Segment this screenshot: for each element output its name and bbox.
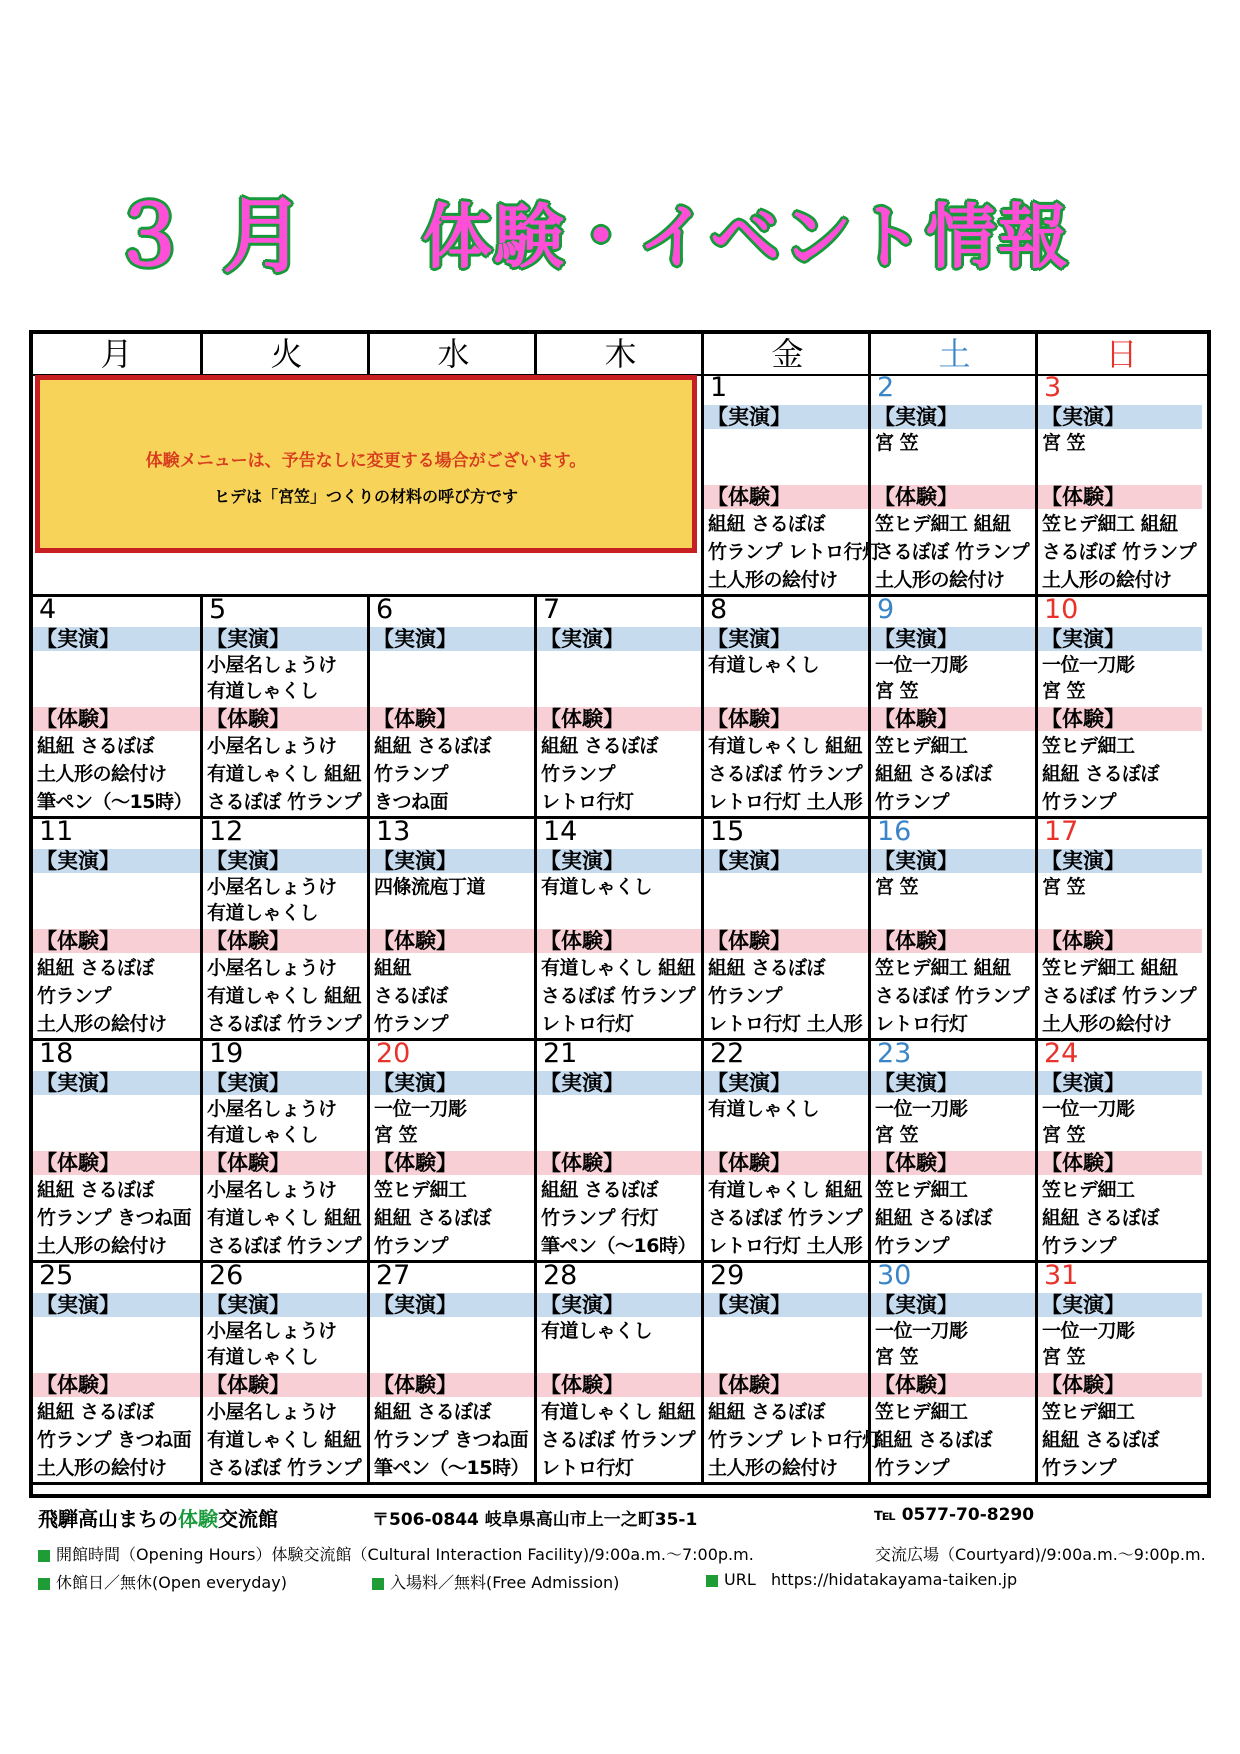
day-number: 2 <box>877 372 895 403</box>
day-cell-sat <box>868 372 1035 594</box>
taiken-item: さるぼぼ 竹ランプ <box>875 985 1030 1007</box>
taiken-item: さるぼぼ 竹ランプ <box>541 985 696 1007</box>
day-number: 7 <box>543 594 561 625</box>
taiken-label: 【体験】 <box>1038 485 1202 509</box>
taiken-item: さるぼぼ 竹ランプ <box>1042 541 1197 563</box>
jitsuen-label: 【実演】 <box>537 627 701 651</box>
day-number: 11 <box>39 816 74 847</box>
taiken-item: さるぼぼ 竹ランプ <box>541 1429 696 1451</box>
taiken-item: 竹ランプ <box>374 763 449 785</box>
jitsuen-item: 一位一刀彫 <box>1042 654 1135 676</box>
taiken-item: 組紐 さるぼぼ <box>374 1401 492 1423</box>
day-number: 24 <box>1044 1038 1079 1069</box>
taiken-item: 組紐 さるぼぼ <box>875 1207 993 1229</box>
jitsuen-item: 有道しゃくし <box>541 1320 653 1342</box>
day-cell-wed <box>367 1260 534 1482</box>
taiken-item: 笠ヒデ細工 <box>875 1179 968 1201</box>
taiken-item: 笠ヒデ細工 <box>374 1179 467 1201</box>
taiken-item: 笠ヒデ細工 <box>1042 1179 1135 1201</box>
day-number: 3 <box>1044 372 1062 403</box>
day-cell-mon <box>33 1260 200 1482</box>
day-cell-wed <box>367 1038 534 1260</box>
day-number: 22 <box>710 1038 745 1069</box>
taiken-item: 竹ランプ <box>875 1457 950 1479</box>
taiken-item: 竹ランプ レトロ行灯 <box>708 541 881 563</box>
taiken-label: 【体験】 <box>1038 1373 1202 1397</box>
taiken-item: レトロ行灯 <box>541 1013 634 1035</box>
day-number: 18 <box>39 1038 74 1069</box>
jitsuen-item: 一位一刀彫 <box>875 1098 968 1120</box>
jitsuen-item: 有道しゃくし <box>207 680 319 702</box>
day-cell-wed <box>367 816 534 1038</box>
taiken-item: さるぼぼ <box>374 985 449 1007</box>
taiken-item: 有道しゃくし 組紐 <box>541 1401 696 1423</box>
taiken-item: 有道しゃくし 組紐 <box>207 985 362 1007</box>
telephone: ℡ 0577-70-8290 <box>874 1505 1035 1525</box>
day-number: 6 <box>376 594 394 625</box>
jitsuen-item: 有道しゃくし <box>207 902 319 924</box>
jitsuen-item: 宮 笠 <box>875 1346 919 1368</box>
taiken-label: 【体験】 <box>537 1373 701 1397</box>
bullet-square-icon <box>706 1575 718 1587</box>
day-cell-tue <box>200 816 367 1038</box>
day-number: 28 <box>543 1260 578 1291</box>
jitsuen-item: 一位一刀彫 <box>1042 1098 1135 1120</box>
taiken-label: 【体験】 <box>33 1373 200 1397</box>
taiken-item: 竹ランプ きつね面 <box>37 1207 192 1229</box>
taiken-item: 土人形の絵付け <box>708 1457 838 1479</box>
jitsuen-label: 【実演】 <box>871 1293 1035 1317</box>
facility-name-post: 交流館 <box>218 1507 278 1531</box>
taiken-label: 【体験】 <box>871 485 1035 509</box>
taiken-item: 筆ペン（～16時） <box>541 1235 696 1257</box>
taiken-item: 有道しゃくし 組紐 <box>708 1179 863 1201</box>
taiken-item: レトロ行灯 <box>875 1013 968 1035</box>
month-title: ３ 月 <box>108 189 307 284</box>
event-title: 体験・イベント情報 <box>422 196 1070 278</box>
jitsuen-item: 宮 笠 <box>875 680 919 702</box>
taiken-item: 組紐 さるぼぼ <box>708 513 826 535</box>
jitsuen-item: 四條流庖丁道 <box>374 876 486 898</box>
taiken-item: 筆ペン（～15時） <box>374 1457 529 1479</box>
day-cell-thu <box>534 1260 701 1482</box>
week-row <box>33 594 1207 819</box>
taiken-label: 【体験】 <box>33 1151 200 1175</box>
taiken-item: 小屋名しょうけ <box>207 735 337 757</box>
day-number: 13 <box>376 816 411 847</box>
taiken-label: 【体験】 <box>33 929 200 953</box>
taiken-item: 土人形の絵付け <box>708 569 838 591</box>
taiken-label: 【体験】 <box>871 929 1035 953</box>
day-number: 1 <box>710 372 728 403</box>
taiken-item: 竹ランプ <box>875 791 950 813</box>
jitsuen-item: 小屋名しょうけ <box>207 1320 337 1342</box>
day-number: 16 <box>877 816 912 847</box>
taiken-label: 【体験】 <box>704 1151 868 1175</box>
jitsuen-label: 【実演】 <box>871 849 1035 873</box>
taiken-label: 【体験】 <box>33 707 200 731</box>
taiken-item: 組紐 さるぼぼ <box>37 1401 155 1423</box>
taiken-item: 笠ヒデ細工 <box>1042 735 1135 757</box>
taiken-item: 小屋名しょうけ <box>207 1401 337 1423</box>
week-row <box>33 816 1207 1041</box>
day-number: 23 <box>877 1038 912 1069</box>
jitsuen-label: 【実演】 <box>704 405 868 429</box>
day-cell-mon <box>33 594 200 816</box>
admission: 入場料／無料(Free Admission) <box>372 1570 619 1593</box>
taiken-label: 【体験】 <box>871 707 1035 731</box>
taiken-item: 竹ランプ <box>1042 1457 1117 1479</box>
taiken-item: 竹ランプ きつね面 <box>37 1429 192 1451</box>
taiken-item: 組紐 さるぼぼ <box>374 1207 492 1229</box>
taiken-item: 組紐 さるぼぼ <box>541 735 659 757</box>
taiken-label: 【体験】 <box>537 707 701 731</box>
taiken-item: 土人形の絵付け <box>1042 569 1172 591</box>
taiken-label: 【体験】 <box>537 929 701 953</box>
jitsuen-label: 【実演】 <box>871 1071 1035 1095</box>
taiken-item: 笠ヒデ細工 組紐 <box>875 957 1011 979</box>
jitsuen-label: 【実演】 <box>203 849 367 873</box>
taiken-item: 竹ランプ <box>37 985 112 1007</box>
opening-hours: 開館時間（Opening Hours）体験交流館（Cultural Interaction Facility)/9:00a.m.～7:00p.m. <box>38 1542 754 1565</box>
jitsuen-label: 【実演】 <box>871 405 1035 429</box>
jitsuen-item: 小屋名しょうけ <box>207 1098 337 1120</box>
weekday-header <box>33 334 1207 376</box>
jitsuen-item: 宮 笠 <box>1042 680 1086 702</box>
jitsuen-label: 【実演】 <box>33 1293 200 1317</box>
day-cell-sat <box>868 594 1035 816</box>
day-number: 10 <box>1044 594 1079 625</box>
day-cell-sat <box>868 1260 1035 1482</box>
day-number: 27 <box>376 1260 411 1291</box>
day-cell-sun <box>1035 1260 1202 1482</box>
weekday-thu: 木 <box>534 334 704 374</box>
taiken-item: 竹ランプ <box>708 985 783 1007</box>
day-cell-fri <box>701 816 868 1038</box>
jitsuen-item: 一位一刀彫 <box>374 1098 467 1120</box>
taiken-label: 【体験】 <box>704 485 868 509</box>
jitsuen-label: 【実演】 <box>704 849 868 873</box>
taiken-label: 【体験】 <box>370 1151 534 1175</box>
taiken-item: きつね面 <box>374 791 449 813</box>
jitsuen-label: 【実演】 <box>203 627 367 651</box>
taiken-item: 組紐 さるぼぼ <box>37 735 155 757</box>
taiken-label: 【体験】 <box>370 707 534 731</box>
jitsuen-label: 【実演】 <box>704 1071 868 1095</box>
week-row <box>33 1260 1207 1485</box>
taiken-item: さるぼぼ 竹ランプ <box>875 541 1030 563</box>
taiken-item: 竹ランプ <box>374 1013 449 1035</box>
calendar <box>29 330 1211 1498</box>
taiken-item: 竹ランプ 行灯 <box>541 1207 659 1229</box>
taiken-item: 組紐 さるぼぼ <box>708 957 826 979</box>
weekday-sat: 土 <box>868 334 1038 374</box>
jitsuen-label: 【実演】 <box>203 1071 367 1095</box>
day-cell-thu <box>534 594 701 816</box>
taiken-item: 竹ランプ <box>1042 1235 1117 1257</box>
jitsuen-label: 【実演】 <box>370 1071 534 1095</box>
taiken-label: 【体験】 <box>203 929 367 953</box>
jitsuen-label: 【実演】 <box>203 1293 367 1317</box>
taiken-item: 笠ヒデ細工 組紐 <box>1042 957 1178 979</box>
taiken-item: 笠ヒデ細工 組紐 <box>875 513 1011 535</box>
day-cell-sat <box>868 816 1035 1038</box>
taiken-item: 笠ヒデ細工 <box>1042 1401 1135 1423</box>
day-cell-sun <box>1035 1038 1202 1260</box>
taiken-item: さるぼぼ 竹ランプ <box>207 1457 362 1479</box>
taiken-item: 笠ヒデ細工 組紐 <box>1042 513 1178 535</box>
taiken-item: レトロ行灯 土人形 <box>708 1235 863 1257</box>
taiken-item: 竹ランプ きつね面 <box>374 1429 529 1451</box>
taiken-item: 組紐 <box>374 957 412 979</box>
taiken-item: 小屋名しょうけ <box>207 957 337 979</box>
jitsuen-item: 宮 笠 <box>875 1124 919 1146</box>
jitsuen-item: 宮 笠 <box>374 1124 418 1146</box>
jitsuen-item: 一位一刀彫 <box>1042 1320 1135 1342</box>
taiken-item: 土人形の絵付け <box>37 1013 167 1035</box>
taiken-item: 笠ヒデ細工 <box>875 1401 968 1423</box>
bullet-square-icon <box>372 1578 384 1590</box>
taiken-label: 【体験】 <box>704 707 868 731</box>
taiken-item: レトロ行灯 <box>541 791 634 813</box>
taiken-item: 筆ペン（～15時） <box>37 791 192 813</box>
taiken-item: 組紐 さるぼぼ <box>1042 763 1160 785</box>
taiken-item: さるぼぼ 竹ランプ <box>708 1207 863 1229</box>
notice-hide: ヒデは「宮笠」つくりの材料の呼び方です <box>213 487 518 506</box>
day-number: 25 <box>39 1260 74 1291</box>
taiken-label: 【体験】 <box>370 929 534 953</box>
taiken-item: 土人形の絵付け <box>875 569 1005 591</box>
day-cell-fri <box>701 372 881 594</box>
taiken-label: 【体験】 <box>704 929 868 953</box>
jitsuen-label: 【実演】 <box>1038 1071 1202 1095</box>
jitsuen-item: 小屋名しょうけ <box>207 654 337 676</box>
taiken-item: 土人形の絵付け <box>37 1457 167 1479</box>
taiken-label: 【体験】 <box>1038 1151 1202 1175</box>
day-cell-thu <box>534 1038 701 1260</box>
day-number: 15 <box>710 816 745 847</box>
taiken-item: 組紐 さるぼぼ <box>37 957 155 979</box>
day-cell-tue <box>200 594 367 816</box>
jitsuen-label: 【実演】 <box>537 849 701 873</box>
taiken-item: レトロ行灯 土人形 <box>708 791 863 813</box>
day-cell-tue <box>200 1260 367 1482</box>
day-number: 9 <box>877 594 895 625</box>
day-cell-fri <box>701 1038 868 1260</box>
jitsuen-item: 宮 笠 <box>1042 1124 1086 1146</box>
day-cell-sun <box>1035 594 1202 816</box>
day-number: 17 <box>1044 816 1079 847</box>
taiken-item: 土人形の絵付け <box>37 763 167 785</box>
taiken-label: 【体験】 <box>704 1373 868 1397</box>
closed-days: 休館日／無休(Open everyday) <box>38 1570 287 1593</box>
jitsuen-item: 一位一刀彫 <box>875 1320 968 1342</box>
jitsuen-item: 宮 笠 <box>875 432 919 454</box>
day-cell-wed <box>367 594 534 816</box>
bullet-square-icon <box>38 1550 50 1562</box>
taiken-item: レトロ行灯 <box>541 1457 634 1479</box>
day-number: 31 <box>1044 1260 1079 1291</box>
weekday-sun: 日 <box>1035 334 1205 374</box>
day-number: 4 <box>39 594 57 625</box>
taiken-item: 竹ランプ <box>541 763 616 785</box>
taiken-label: 【体験】 <box>203 1373 367 1397</box>
jitsuen-label: 【実演】 <box>370 627 534 651</box>
jitsuen-label: 【実演】 <box>704 627 868 651</box>
jitsuen-label: 【実演】 <box>871 627 1035 651</box>
day-number: 19 <box>209 1038 244 1069</box>
taiken-item: 有道しゃくし 組紐 <box>207 763 362 785</box>
jitsuen-item: 一位一刀彫 <box>875 654 968 676</box>
facility-name-pre: 飛騨高山まちの <box>38 1507 178 1531</box>
weekday-mon: 月 <box>100 335 133 373</box>
notice-box <box>35 375 697 553</box>
jitsuen-item: 有道しゃくし <box>708 654 820 676</box>
jitsuen-label: 【実演】 <box>1038 1293 1202 1317</box>
jitsuen-label: 【実演】 <box>1038 405 1202 429</box>
taiken-item: 竹ランプ <box>374 1235 449 1257</box>
weekday-tue: 火 <box>200 334 370 374</box>
taiken-item: 有道しゃくし 組紐 <box>207 1429 362 1451</box>
taiken-item: 土人形の絵付け <box>1042 1013 1172 1035</box>
day-number: 29 <box>710 1260 745 1291</box>
jitsuen-item: 小屋名しょうけ <box>207 876 337 898</box>
day-cell-fri <box>701 1260 881 1482</box>
jitsuen-label: 【実演】 <box>537 1071 701 1095</box>
jitsuen-item: 有道しゃくし <box>708 1098 820 1120</box>
taiken-item: レトロ行灯 土人形 <box>708 1013 863 1035</box>
facility-name-highlight: 体験 <box>178 1507 218 1531</box>
taiken-label: 【体験】 <box>537 1151 701 1175</box>
website-link[interactable]: https://hidatakayama-taiken.jp <box>771 1570 1018 1589</box>
jitsuen-label: 【実演】 <box>1038 849 1202 873</box>
taiken-item: 組紐 さるぼぼ <box>37 1179 155 1201</box>
day-cell-sun <box>1035 816 1202 1038</box>
jitsuen-label: 【実演】 <box>33 849 200 873</box>
taiken-label: 【体験】 <box>1038 929 1202 953</box>
taiken-item: 組紐 さるぼぼ <box>875 1429 993 1451</box>
jitsuen-label: 【実演】 <box>33 1071 200 1095</box>
jitsuen-label: 【実演】 <box>1038 627 1202 651</box>
jitsuen-item: 宮 笠 <box>875 876 919 898</box>
day-number: 5 <box>209 594 227 625</box>
jitsuen-label: 【実演】 <box>370 849 534 873</box>
day-cell-tue <box>200 1038 367 1260</box>
taiken-item: 笠ヒデ細工 <box>875 735 968 757</box>
weekday-wed: 水 <box>367 334 537 374</box>
taiken-item: 小屋名しょうけ <box>207 1179 337 1201</box>
taiken-item: 有道しゃくし 組紐 <box>708 735 863 757</box>
day-number: 26 <box>209 1260 244 1291</box>
jitsuen-label: 【実演】 <box>704 1293 868 1317</box>
taiken-item: 組紐 さるぼぼ <box>374 735 492 757</box>
taiken-item: 土人形の絵付け <box>37 1235 167 1257</box>
day-number: 21 <box>543 1038 578 1069</box>
courtyard-hours: 交流広場（Courtyard)/9:00a.m.～9:00p.m. <box>875 1545 1206 1564</box>
jitsuen-item: 宮 笠 <box>1042 1346 1086 1368</box>
day-number: 12 <box>209 816 244 847</box>
notice-change: 体験メニューは、予告なしに変更する場合がございます。 <box>145 451 587 471</box>
jitsuen-item: 有道しゃくし <box>207 1124 319 1146</box>
taiken-label: 【体験】 <box>370 1373 534 1397</box>
taiken-item: 竹ランプ <box>1042 791 1117 813</box>
jitsuen-label: 【実演】 <box>33 627 200 651</box>
taiken-item: さるぼぼ 竹ランプ <box>708 763 863 785</box>
jitsuen-item: 宮 笠 <box>1042 876 1086 898</box>
taiken-label: 【体験】 <box>203 1151 367 1175</box>
day-number: 8 <box>710 594 728 625</box>
taiken-label: 【体験】 <box>203 707 367 731</box>
jitsuen-label: 【実演】 <box>370 1293 534 1317</box>
weekday-fri: 金 <box>701 334 871 374</box>
day-cell-sun <box>1035 372 1202 594</box>
taiken-label: 【体験】 <box>1038 707 1202 731</box>
day-cell-mon <box>33 1038 200 1260</box>
day-number: 30 <box>877 1260 912 1291</box>
taiken-item: 竹ランプ レトロ行灯 <box>708 1429 881 1451</box>
taiken-item: 有道しゃくし 組紐 <box>541 957 696 979</box>
day-cell-fri <box>701 594 868 816</box>
taiken-label: 【体験】 <box>871 1151 1035 1175</box>
taiken-item: 組紐 さるぼぼ <box>875 763 993 785</box>
website: URL https://hidatakayama-taiken.jp <box>706 1570 1017 1589</box>
bullet-square-icon <box>38 1578 50 1590</box>
taiken-item: 組紐 さるぼぼ <box>541 1179 659 1201</box>
taiken-item: さるぼぼ 竹ランプ <box>207 791 362 813</box>
jitsuen-label: 【実演】 <box>537 1293 701 1317</box>
jitsuen-item: 有道しゃくし <box>541 876 653 898</box>
taiken-item: さるぼぼ 竹ランプ <box>207 1235 362 1257</box>
taiken-item: 組紐 さるぼぼ <box>1042 1207 1160 1229</box>
taiken-item: 組紐 さるぼぼ <box>708 1401 826 1423</box>
week-row <box>33 1038 1207 1263</box>
day-cell-mon <box>33 816 200 1038</box>
taiken-label: 【体験】 <box>871 1373 1035 1397</box>
address: 〒506-0844 岐阜県高山市上一之町35-1 <box>372 1510 698 1530</box>
taiken-item: 有道しゃくし 組紐 <box>207 1207 362 1229</box>
facility-name <box>38 1503 278 1532</box>
jitsuen-item: 有道しゃくし <box>207 1346 319 1368</box>
taiken-item: 組紐 さるぼぼ <box>1042 1429 1160 1451</box>
taiken-item: 竹ランプ <box>875 1235 950 1257</box>
jitsuen-item: 宮 笠 <box>1042 432 1086 454</box>
day-number: 14 <box>543 816 578 847</box>
day-cell-sat <box>868 1038 1035 1260</box>
day-number: 20 <box>376 1038 411 1069</box>
taiken-item: さるぼぼ 竹ランプ <box>207 1013 362 1035</box>
day-cell-thu <box>534 816 701 1038</box>
taiken-item: さるぼぼ 竹ランプ <box>1042 985 1197 1007</box>
